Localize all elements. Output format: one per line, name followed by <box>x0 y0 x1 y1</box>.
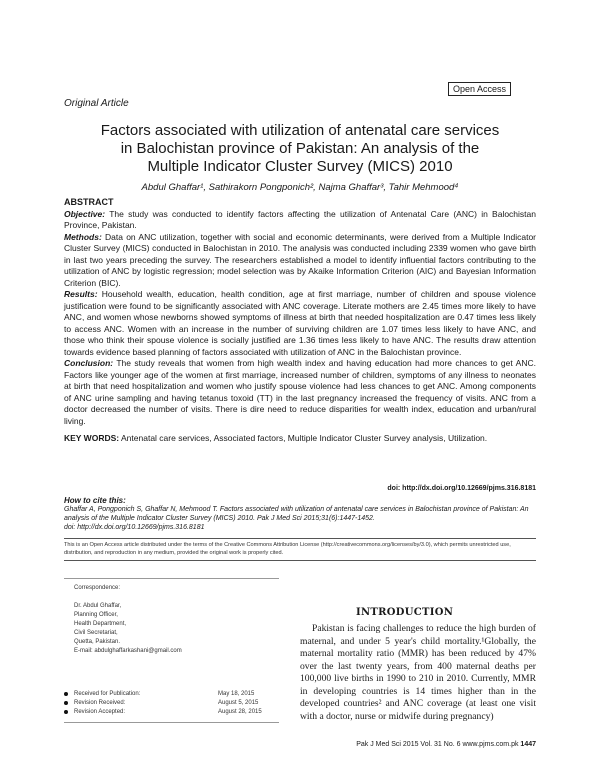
abstract-methods <box>64 232 536 290</box>
bullet-icon <box>64 701 68 705</box>
correspondence-line: Civil Secretariat, <box>74 630 118 636</box>
correspondence-box <box>64 580 279 730</box>
correspondence-line: Health Department, <box>74 621 127 627</box>
abstract-objective <box>64 209 536 232</box>
abstract-heading: ABSTRACT <box>64 197 114 207</box>
abstract-conclusion <box>64 358 536 427</box>
journal-info: Pak J Med Sci 2015 Vol. 31 No. 6 www.pjms.com.pk <box>356 741 519 748</box>
conclusion-text: The study reveals that women from high wealth index and having education had more chances to get ANC. Factors like younger age of the women at first marriage, increased number of children, symptoms of any illness to neonates at birth that need hospitalization and women who justify spouse violence had less chances to get ANC. Among components of ANC urine sampling and having tetanus toxoid (TT) in the last pregnancy increased the frequency of visits. ANC from a doctor decreased the number of visits. There is dire need to reduce disparities for wealth index, education and urban/rural living. <box>64 358 536 426</box>
author-list: Abdul Ghaffar¹, Sathirakorn Pongponich², Najma Ghaffar³, Tahir Mehmood⁴ <box>141 182 459 193</box>
keywords-label: KEY WORDS: <box>64 433 120 443</box>
paper-title <box>100 122 500 176</box>
bullet-icon <box>64 692 68 696</box>
results-label: Results: <box>64 289 98 299</box>
abstract-section <box>64 197 536 445</box>
correspondence-line: Planning Officer, <box>74 612 118 618</box>
methods-text: Data on ANC utilization, together with social and economic determinants, were derived from a Multiple Indicator Cluster Survey (MICS) conducted in Balochistan in 2010. The analysis was conducted including 2339 women who gave birth in last two years preceding the survey. The researchers established a model to identify influential factors contributing to the utilization of ANC by logistic regression; model selection was by Akaike Information Criterion (AIC) and Bayesian Information Criterion (BIC). <box>64 231 536 288</box>
page-number: 1447 <box>520 741 536 748</box>
divider <box>64 578 279 579</box>
date-value: May 18, 2015 <box>218 691 255 697</box>
keywords-text: Antenatal care services, Associated factors, Multiple Indicator Cluster Survey analysis, Utilization. <box>121 433 488 443</box>
correspondence-email[interactable]: E-mail: abdulghaffarkashani@gmail.com <box>74 648 182 654</box>
cite-doi[interactable]: doi: http://dx.doi.org/10.12669/pjms.316.8181 <box>64 524 205 531</box>
abstract-results <box>64 289 536 358</box>
divider <box>64 538 536 539</box>
divider <box>64 722 279 723</box>
methods-label: Methods: <box>64 231 102 242</box>
conclusion-label: Conclusion: <box>64 358 114 368</box>
page-footer <box>320 741 536 748</box>
correspondence-line: Quetta, Pakistan. <box>74 639 121 645</box>
citation-block <box>64 496 536 532</box>
date-value: August 5, 2015 <box>218 700 259 706</box>
date-label: Received for Publication: <box>74 691 141 697</box>
objective-label: Objective: <box>64 208 106 219</box>
objective-text: The study was conducted to identify factors affecting the utilization of Antenatal Care (ANC) in Balochistan Province, Pakistan. <box>64 208 536 230</box>
date-label: Revision Accepted: <box>74 709 126 715</box>
intro-section <box>300 623 536 723</box>
intro-paragraph: Pakistan is facing challenges to reduce the high burden of maternal, and under 5 year's child mortality.¹Globally, the maternal mortality ratio (MMR) has been reduced by 47% over the last twenty years, from 400 maternal deaths per 100,000 live births in 1990 to 210 in 2010. Currently, MMR in developing countries is 14 times higher than in the developed countries² and ANC coverage (at least one visit with a doctor, nurse or midwife during pregnancy) <box>300 623 536 722</box>
date-value: August 28, 2015 <box>218 709 262 715</box>
divider <box>64 560 536 561</box>
keywords <box>64 433 536 445</box>
correspondence-line: Dr. Abdul Ghaffar, <box>74 603 122 609</box>
title-line: in Balochistan province of Pakistan: An analysis of the <box>120 140 480 157</box>
bullet-icon <box>64 710 68 714</box>
cite-heading: How to cite this: <box>64 496 126 505</box>
title-line: Factors associated with utilization of antenatal care services <box>100 122 500 139</box>
open-access-badge: Open Access <box>448 82 511 96</box>
results-text: Household wealth, education, health condition, age at first marriage, number of children and spouse violence justification were found to be significantly associated with ANC coverage. Literate mothers are 2.45 times more likely to have ANC, and women whose newborns showed symptoms of illness at birth that needed hospitalization are 0.47 times less likely to access ANC. Women with an increase in the number of surviving children are 1.07 times less likely to have ANC, and those who think their spouse violence is socially justified are 1.36 times less likely to have ANC. The results draw attention towards evidence based planning of factors associated with utilization of ANC in the Balochistan province. <box>64 289 536 357</box>
intro-heading: INTRODUCTION <box>356 607 454 618</box>
cite-text: Ghaffar A, Pongponich S, Ghaffar N, Mehmood T. Factors associated with utilization of antenatal care services in Balochistan province of Pakistan: An analysis of the Multiple Indicator Cluster Survey (MICS) 2010. Pak J Med Sci 2015;31(6):1447-1452. <box>64 506 529 522</box>
article-type: Original Article <box>64 98 129 109</box>
correspondence-heading: Correspondence: <box>74 585 121 591</box>
date-label: Revision Received: <box>74 700 126 706</box>
doi-link[interactable]: doi: http://dx.doi.org/10.12669/pjms.316.8181 <box>387 485 536 492</box>
license-note: This is an Open Access article distributed under the terms of the Creative Commons Attribution License (http://creativecommons.org/licenses/by/3.0), which permits unrestricted use, distribution, and reproduction in any medium, provided the original work is properly cited. <box>64 542 511 556</box>
title-line: Multiple Indicator Cluster Survey (MICS) 2010 <box>147 158 453 175</box>
